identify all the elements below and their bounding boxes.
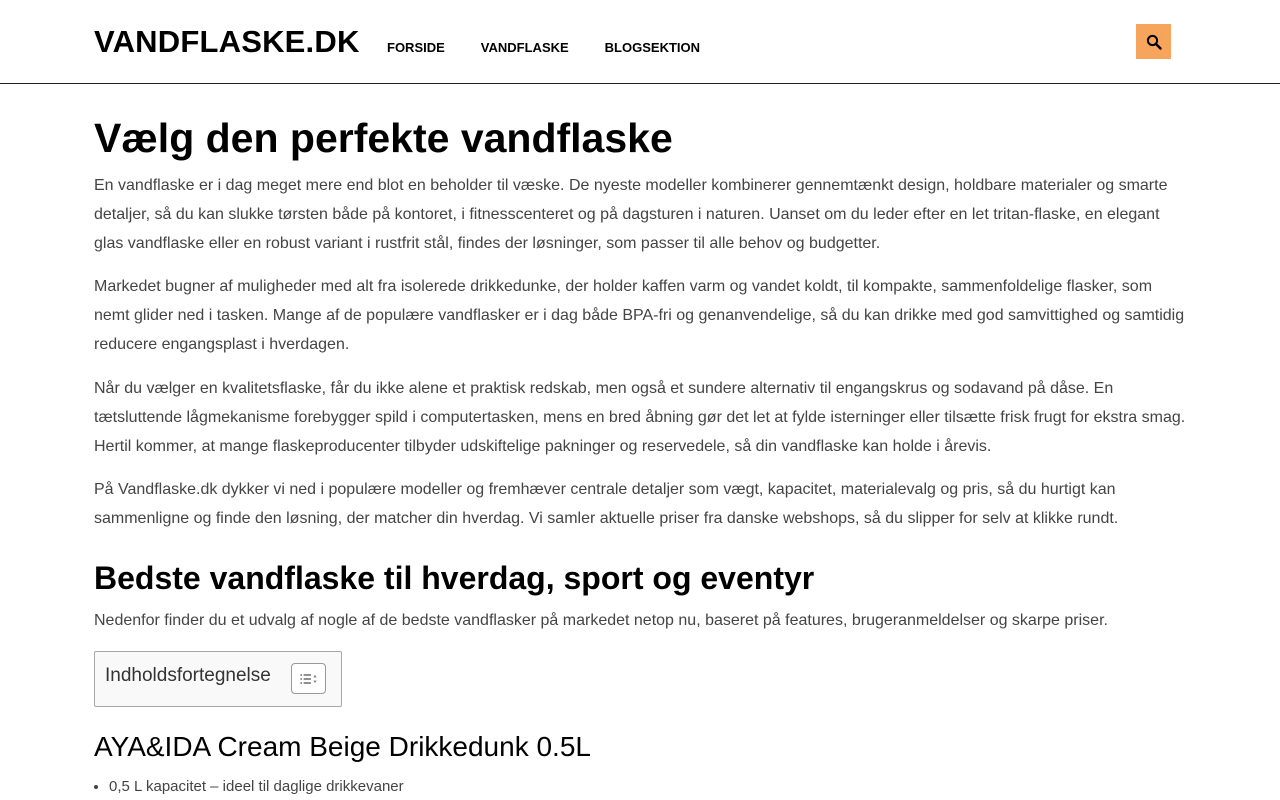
- intro-paragraph-1: En vandflaske er i dag meget mere end blot en beholder til væske. De nyeste modeller kombinerer gennemtænkt design, holdbare materialer og smarte detaljer, så du kan slukke tørsten både på kontoret, i fitnesscenteret og på dagsturen i naturen. Uanset om du leder efter en let tritan-flaske, en elegant glas vandflaske eller en robust variant i rustfrit stål, findes der løsninger, som passer til alle behov og budgetter.: [94, 177, 1168, 252]
- intro-paragraph-2: Markedet bugner af muligheder med alt fra isolerede drikkedunke, der holder kaffen varm og vandet koldt, til kompakte, sammenfoldelige flasker, som nemt glider ned i tasken. Mange af de populære vandflasker er i dag både BPA-fri og genanvendelige, så du kan drikke med god samvittighed og samtidig reducere engangsplast i hverdagen.: [94, 278, 1185, 353]
- intro-paragraph-4: På Vandflaske.dk dykker vi ned i populære modeller og fremhæver centrale detaljer som vægt, kapacitet, materialevalg og pris, så du hurtigt kan sammenligne og finde den løsning, der matcher din hverdag. Vi samler aktuelle priser fra danske webshops, så du slipper for selv at klikke rundt.: [94, 481, 1119, 527]
- list-item: • 0,5 L kapacitet – ideel til daglige drikkevaner: [109, 776, 404, 798]
- intro-paragraph-3: Når du vælger en kvalitetsflaske, får du ikke alene et praktisk redskab, men også et sundere alternativ til engangskrus og sodavand på dåse. En tætsluttende lågmekanisme forebygger spild i computertasken, mens en bred åbning gør det let at fylde isterninger eller tilsætte frisk frugt for ekstra smag. Hertil kommer, at mange flaskeproducenter tilbyder udskiftelige pakninger og reservedele, så din vandflaske kan holde i årevis.: [94, 380, 1186, 455]
- site-header: [0, 0, 1280, 84]
- page-title: Vælg den perfekte vandflaske: [94, 115, 673, 161]
- search-icon: [1146, 34, 1162, 50]
- section-intro: Nedenfor finder du et udvalg af nogle af de bedste vandflasker på markedet netop nu, baseret på features, brugeranmeldelser og skarpe priser.: [94, 612, 1108, 629]
- nav-item-forside[interactable]: FORSIDE: [387, 40, 445, 55]
- nav-item-vandflaske[interactable]: VANDFLASKE: [480, 40, 569, 55]
- main-nav: [387, 39, 736, 57]
- nav-item-blogsektion[interactable]: BLOGSEKTION: [604, 40, 701, 55]
- product-heading: AYA&IDA Cream Beige Drikkedunk 0.5L: [94, 731, 591, 762]
- table-of-contents: [94, 651, 342, 707]
- site-logo[interactable]: VANDFLASKE.DK: [94, 24, 360, 59]
- toc-toggle-button[interactable]: [291, 663, 326, 694]
- list-toggle-icon: [298, 671, 319, 687]
- section-heading: Bedste vandflaske til hverdag, sport og eventyr: [94, 560, 815, 596]
- toc-title: Indholdsfortegnelse: [105, 665, 271, 686]
- feature-list: [109, 776, 404, 798]
- search-button[interactable]: [1136, 24, 1171, 59]
